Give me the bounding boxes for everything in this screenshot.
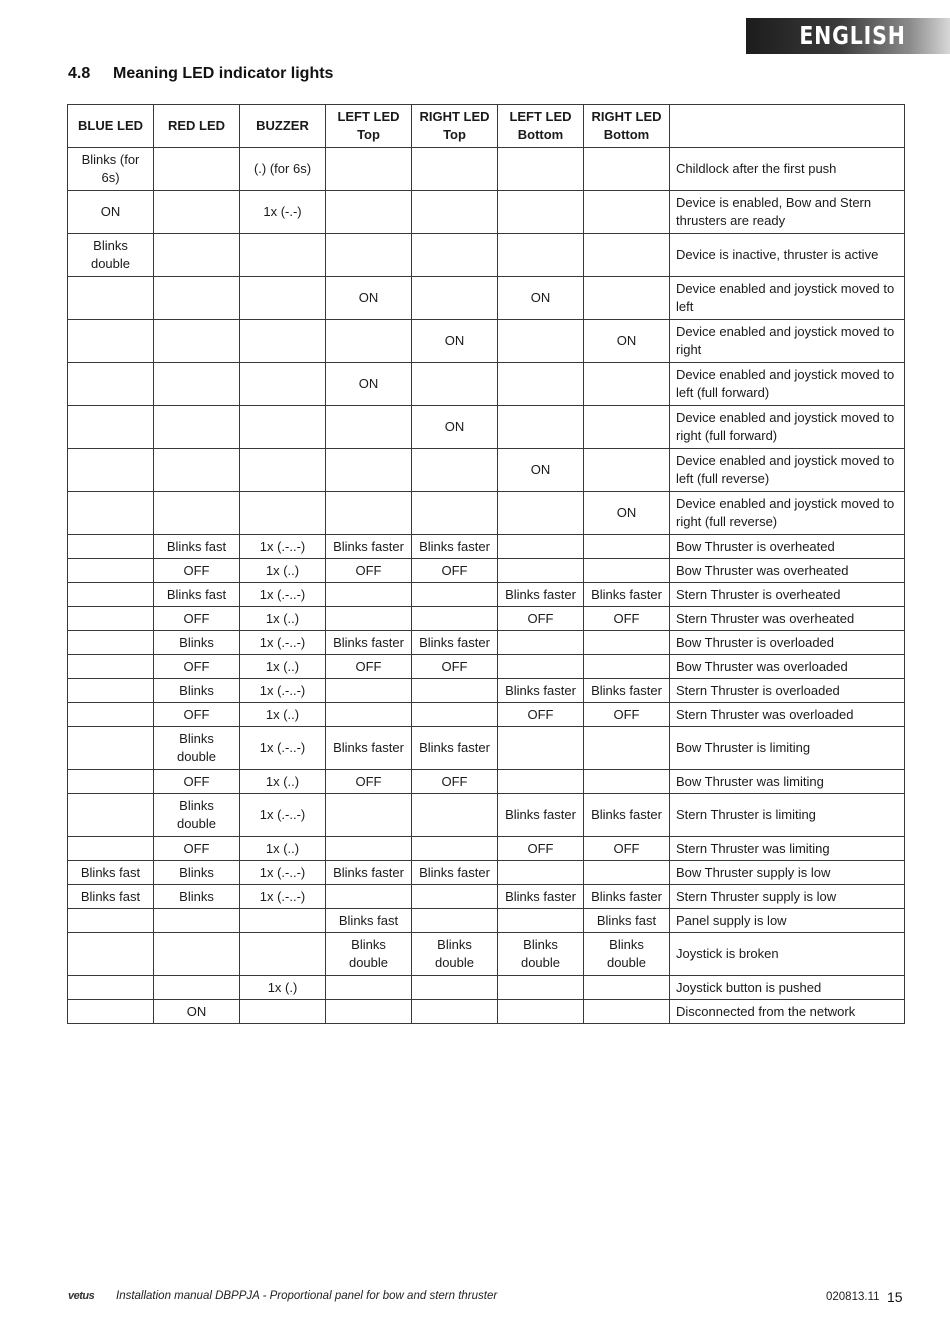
meaning-cell: Device enabled and joystick moved to left (full forward) (670, 363, 905, 406)
led-state-cell (584, 449, 670, 492)
meaning-cell: Disconnected from the network (670, 1000, 905, 1024)
column-header: RIGHT LED Bottom (584, 105, 670, 148)
led-state-cell (68, 607, 154, 631)
led-state-cell: Blinks faster (412, 861, 498, 885)
footer-manual-title: Installation manual DBPPJA - Proportional panel for bow and stern thruster (116, 1290, 498, 1302)
led-state-cell (68, 703, 154, 727)
led-state-cell (584, 861, 670, 885)
led-state-cell: Blinks double (584, 933, 670, 976)
led-state-cell: ON (412, 406, 498, 449)
led-state-cell: Blinks double (498, 933, 584, 976)
led-state-cell: OFF (584, 703, 670, 727)
led-state-cell: ON (326, 277, 412, 320)
led-state-cell (326, 492, 412, 535)
table-row (68, 1000, 905, 1024)
led-state-cell (498, 320, 584, 363)
led-state-cell: OFF (498, 837, 584, 861)
led-state-cell: OFF (412, 559, 498, 583)
led-state-cell (240, 492, 326, 535)
led-state-cell (326, 885, 412, 909)
led-state-cell (584, 363, 670, 406)
meaning-cell: Device enabled and joystick moved to right (670, 320, 905, 363)
led-state-cell: 1x (.-..-) (240, 631, 326, 655)
led-state-cell (498, 909, 584, 933)
table-row (68, 861, 905, 885)
led-state-cell (412, 363, 498, 406)
led-state-cell (584, 655, 670, 679)
led-state-cell (326, 406, 412, 449)
led-state-cell (240, 1000, 326, 1024)
led-state-cell: 1x (.-..-) (240, 861, 326, 885)
led-state-cell (498, 976, 584, 1000)
led-state-cell (68, 406, 154, 449)
footer-document-code: 020813.11 (826, 1291, 880, 1303)
table-row (68, 234, 905, 277)
led-state-cell: Blinks double (154, 794, 240, 837)
language-banner (746, 18, 950, 54)
led-state-cell (412, 148, 498, 191)
led-state-cell: Blinks faster (326, 535, 412, 559)
table-row (68, 837, 905, 861)
led-state-cell: 1x (..) (240, 607, 326, 631)
led-state-cell (412, 234, 498, 277)
column-header (670, 105, 905, 148)
led-state-cell (584, 234, 670, 277)
led-state-cell (240, 277, 326, 320)
meaning-cell: Stern Thruster supply is low (670, 885, 905, 909)
table-row (68, 320, 905, 363)
led-state-cell (498, 492, 584, 535)
table-row (68, 885, 905, 909)
led-state-cell (154, 363, 240, 406)
meaning-cell: Joystick is broken (670, 933, 905, 976)
led-state-cell (412, 794, 498, 837)
led-state-cell (326, 148, 412, 191)
led-meaning-table (67, 104, 905, 1024)
led-state-cell (584, 631, 670, 655)
led-state-cell (68, 655, 154, 679)
led-state-cell (498, 770, 584, 794)
led-state-cell: OFF (498, 607, 584, 631)
table-row (68, 449, 905, 492)
led-state-cell: Blinks faster (326, 861, 412, 885)
led-state-cell (498, 655, 584, 679)
led-state-cell (326, 703, 412, 727)
column-header: RED LED (154, 105, 240, 148)
led-state-cell (584, 727, 670, 770)
led-state-cell: (.) (for 6s) (240, 148, 326, 191)
led-state-cell: Blinks (154, 631, 240, 655)
led-state-cell (584, 191, 670, 234)
led-state-cell (326, 794, 412, 837)
table-row (68, 770, 905, 794)
led-state-cell: ON (412, 320, 498, 363)
table-row (68, 727, 905, 770)
table-row (68, 406, 905, 449)
led-state-cell (498, 191, 584, 234)
column-header: BLUE LED (68, 105, 154, 148)
led-state-cell: OFF (584, 607, 670, 631)
led-state-cell: Blinks double (68, 234, 154, 277)
led-state-cell (68, 976, 154, 1000)
led-state-cell (240, 320, 326, 363)
led-state-cell (154, 933, 240, 976)
page-number: 15 (887, 1289, 903, 1305)
led-state-cell (154, 492, 240, 535)
led-state-cell (498, 148, 584, 191)
led-state-cell: 1x (..) (240, 837, 326, 861)
led-state-cell: OFF (154, 559, 240, 583)
meaning-cell: Bow Thruster was overheated (670, 559, 905, 583)
table-row (68, 794, 905, 837)
led-state-cell: ON (498, 277, 584, 320)
led-state-cell (154, 277, 240, 320)
led-state-cell: OFF (154, 837, 240, 861)
table-row (68, 933, 905, 976)
led-state-cell: Blinks faster (498, 885, 584, 909)
meaning-cell: Device enabled and joystick moved to right (full forward) (670, 406, 905, 449)
led-state-cell (240, 406, 326, 449)
led-state-cell (584, 1000, 670, 1024)
led-state-cell: Blinks double (326, 933, 412, 976)
meaning-cell: Stern Thruster was overloaded (670, 703, 905, 727)
led-state-cell (68, 794, 154, 837)
led-state-cell (412, 583, 498, 607)
meaning-cell: Bow Thruster is overloaded (670, 631, 905, 655)
led-state-cell (326, 320, 412, 363)
led-state-cell: 1x (.-..-) (240, 885, 326, 909)
led-state-cell: Blinks faster (584, 885, 670, 909)
led-state-cell (498, 1000, 584, 1024)
table-row (68, 492, 905, 535)
led-state-cell (68, 1000, 154, 1024)
meaning-cell: Stern Thruster is overheated (670, 583, 905, 607)
meaning-cell: Childlock after the first push (670, 148, 905, 191)
led-state-cell (154, 449, 240, 492)
led-state-cell (412, 909, 498, 933)
led-state-cell (412, 703, 498, 727)
meaning-cell: Device enabled and joystick moved to left (670, 277, 905, 320)
led-state-cell: ON (68, 191, 154, 234)
led-state-cell: Blinks faster (326, 631, 412, 655)
led-state-cell: Blinks fast (584, 909, 670, 933)
table-row (68, 655, 905, 679)
led-state-cell (498, 406, 584, 449)
column-header: BUZZER (240, 105, 326, 148)
led-state-cell (68, 277, 154, 320)
led-state-cell (68, 583, 154, 607)
led-state-cell (412, 607, 498, 631)
led-state-cell: 1x (..) (240, 703, 326, 727)
led-state-cell (326, 191, 412, 234)
led-state-cell (68, 559, 154, 583)
led-state-cell (326, 679, 412, 703)
table-row (68, 191, 905, 234)
led-state-cell: 1x (.-..-) (240, 679, 326, 703)
meaning-cell: Device enabled and joystick moved to right (full reverse) (670, 492, 905, 535)
led-state-cell (498, 861, 584, 885)
led-state-cell: Blinks (154, 885, 240, 909)
led-state-cell (412, 976, 498, 1000)
led-state-cell: Blinks fast (68, 885, 154, 909)
meaning-cell: Stern Thruster is overloaded (670, 679, 905, 703)
led-state-cell (240, 909, 326, 933)
led-state-cell: OFF (326, 770, 412, 794)
led-state-cell: OFF (326, 655, 412, 679)
led-state-cell (68, 933, 154, 976)
led-state-cell (68, 320, 154, 363)
led-state-cell (326, 607, 412, 631)
table-row (68, 631, 905, 655)
section-title (68, 65, 333, 83)
led-state-cell: Blinks (154, 861, 240, 885)
meaning-cell: Bow Thruster is limiting (670, 727, 905, 770)
table-row (68, 277, 905, 320)
led-state-cell (584, 406, 670, 449)
led-state-cell: OFF (584, 837, 670, 861)
led-state-cell: Blinks fast (154, 583, 240, 607)
led-state-cell (584, 770, 670, 794)
led-state-cell: Blinks faster (412, 631, 498, 655)
led-state-cell: Blinks fast (154, 535, 240, 559)
led-state-cell: OFF (412, 770, 498, 794)
led-state-cell (412, 885, 498, 909)
led-state-cell: Blinks double (412, 933, 498, 976)
led-state-cell (240, 363, 326, 406)
meaning-cell: Device enabled and joystick moved to left (full reverse) (670, 449, 905, 492)
led-state-cell: Blinks faster (412, 727, 498, 770)
led-state-cell (326, 837, 412, 861)
led-state-cell (68, 535, 154, 559)
column-header: RIGHT LED Top (412, 105, 498, 148)
led-state-cell (498, 559, 584, 583)
led-state-cell (412, 191, 498, 234)
led-state-cell (584, 148, 670, 191)
table-row (68, 976, 905, 1000)
led-state-cell (154, 406, 240, 449)
led-state-cell: Blinks fast (68, 861, 154, 885)
led-state-cell: Blinks (for 6s) (68, 148, 154, 191)
led-state-cell: 1x (..) (240, 770, 326, 794)
table-row (68, 148, 905, 191)
led-state-cell: Blinks faster (498, 583, 584, 607)
led-state-cell (326, 449, 412, 492)
led-state-cell (412, 277, 498, 320)
led-state-cell: OFF (154, 703, 240, 727)
table-body (68, 148, 905, 1024)
led-state-cell (584, 277, 670, 320)
brand-logo: vetus (68, 1290, 95, 1302)
led-state-cell: Blinks faster (584, 794, 670, 837)
led-state-cell (326, 583, 412, 607)
led-state-cell: Blinks fast (326, 909, 412, 933)
column-header: LEFT LED Bottom (498, 105, 584, 148)
table-row (68, 607, 905, 631)
led-state-cell: OFF (498, 703, 584, 727)
led-state-cell (154, 976, 240, 1000)
led-state-cell: 1x (..) (240, 655, 326, 679)
led-state-cell (326, 976, 412, 1000)
led-state-cell: Blinks faster (326, 727, 412, 770)
led-state-cell (498, 363, 584, 406)
meaning-cell: Stern Thruster was overheated (670, 607, 905, 631)
meaning-cell: Device is enabled, Bow and Stern thrusters are ready (670, 191, 905, 234)
led-state-cell (68, 363, 154, 406)
led-state-cell: OFF (154, 770, 240, 794)
led-state-cell: 1x (.-..-) (240, 535, 326, 559)
meaning-cell: Panel supply is low (670, 909, 905, 933)
led-state-cell (412, 1000, 498, 1024)
led-state-cell: ON (584, 492, 670, 535)
led-state-cell: OFF (326, 559, 412, 583)
led-state-cell (68, 770, 154, 794)
table-row (68, 535, 905, 559)
led-state-cell: 1x (.) (240, 976, 326, 1000)
meaning-cell: Bow Thruster was overloaded (670, 655, 905, 679)
led-state-cell: OFF (154, 607, 240, 631)
led-state-cell (154, 234, 240, 277)
table-row (68, 363, 905, 406)
led-state-cell: Blinks faster (498, 679, 584, 703)
led-state-cell (240, 449, 326, 492)
table-row (68, 583, 905, 607)
led-state-cell (240, 234, 326, 277)
led-state-cell (68, 679, 154, 703)
section-number: 4.8 (68, 65, 91, 82)
meaning-cell: Stern Thruster was limiting (670, 837, 905, 861)
led-state-cell (154, 148, 240, 191)
table-row (68, 703, 905, 727)
led-state-cell (498, 535, 584, 559)
led-state-cell (498, 727, 584, 770)
led-state-cell: ON (154, 1000, 240, 1024)
led-state-cell: 1x (..) (240, 559, 326, 583)
led-state-cell (498, 234, 584, 277)
meaning-cell: Joystick button is pushed (670, 976, 905, 1000)
table-row (68, 679, 905, 703)
led-state-cell (68, 909, 154, 933)
led-state-cell (412, 449, 498, 492)
led-state-cell: OFF (154, 655, 240, 679)
led-state-cell: 1x (.-..-) (240, 794, 326, 837)
meaning-cell: Stern Thruster is limiting (670, 794, 905, 837)
led-state-cell (584, 976, 670, 1000)
led-state-cell: ON (326, 363, 412, 406)
table-row (68, 559, 905, 583)
led-state-cell: ON (584, 320, 670, 363)
led-state-cell (68, 449, 154, 492)
led-state-cell (412, 679, 498, 703)
table-row (68, 909, 905, 933)
led-state-cell: 1x (.-..-) (240, 583, 326, 607)
led-state-cell (154, 191, 240, 234)
led-state-cell (326, 1000, 412, 1024)
meaning-cell: Bow Thruster was limiting (670, 770, 905, 794)
led-state-cell (154, 909, 240, 933)
led-state-cell (412, 492, 498, 535)
led-state-cell (68, 837, 154, 861)
led-state-cell: OFF (412, 655, 498, 679)
led-state-cell: Blinks double (154, 727, 240, 770)
led-state-cell (584, 559, 670, 583)
led-state-cell (68, 492, 154, 535)
led-state-cell: ON (498, 449, 584, 492)
led-state-cell: Blinks faster (584, 583, 670, 607)
led-state-cell: Blinks faster (412, 535, 498, 559)
led-state-cell (154, 320, 240, 363)
meaning-cell: Bow Thruster is overheated (670, 535, 905, 559)
led-state-cell (68, 631, 154, 655)
led-state-cell: Blinks faster (498, 794, 584, 837)
led-state-cell (240, 933, 326, 976)
led-state-cell: Blinks faster (584, 679, 670, 703)
language-label: ENGLISH (799, 21, 906, 50)
meaning-cell: Bow Thruster supply is low (670, 861, 905, 885)
table-header-row (68, 105, 905, 148)
led-state-cell: Blinks (154, 679, 240, 703)
led-state-cell: 1x (-.-) (240, 191, 326, 234)
column-header: LEFT LED Top (326, 105, 412, 148)
led-state-cell: 1x (.-..-) (240, 727, 326, 770)
led-state-cell (68, 727, 154, 770)
led-state-cell (326, 234, 412, 277)
led-state-cell (584, 535, 670, 559)
led-state-cell (412, 837, 498, 861)
meaning-cell: Device is inactive, thruster is active (670, 234, 905, 277)
led-state-cell (498, 631, 584, 655)
section-title-text: Meaning LED indicator lights (113, 65, 334, 82)
